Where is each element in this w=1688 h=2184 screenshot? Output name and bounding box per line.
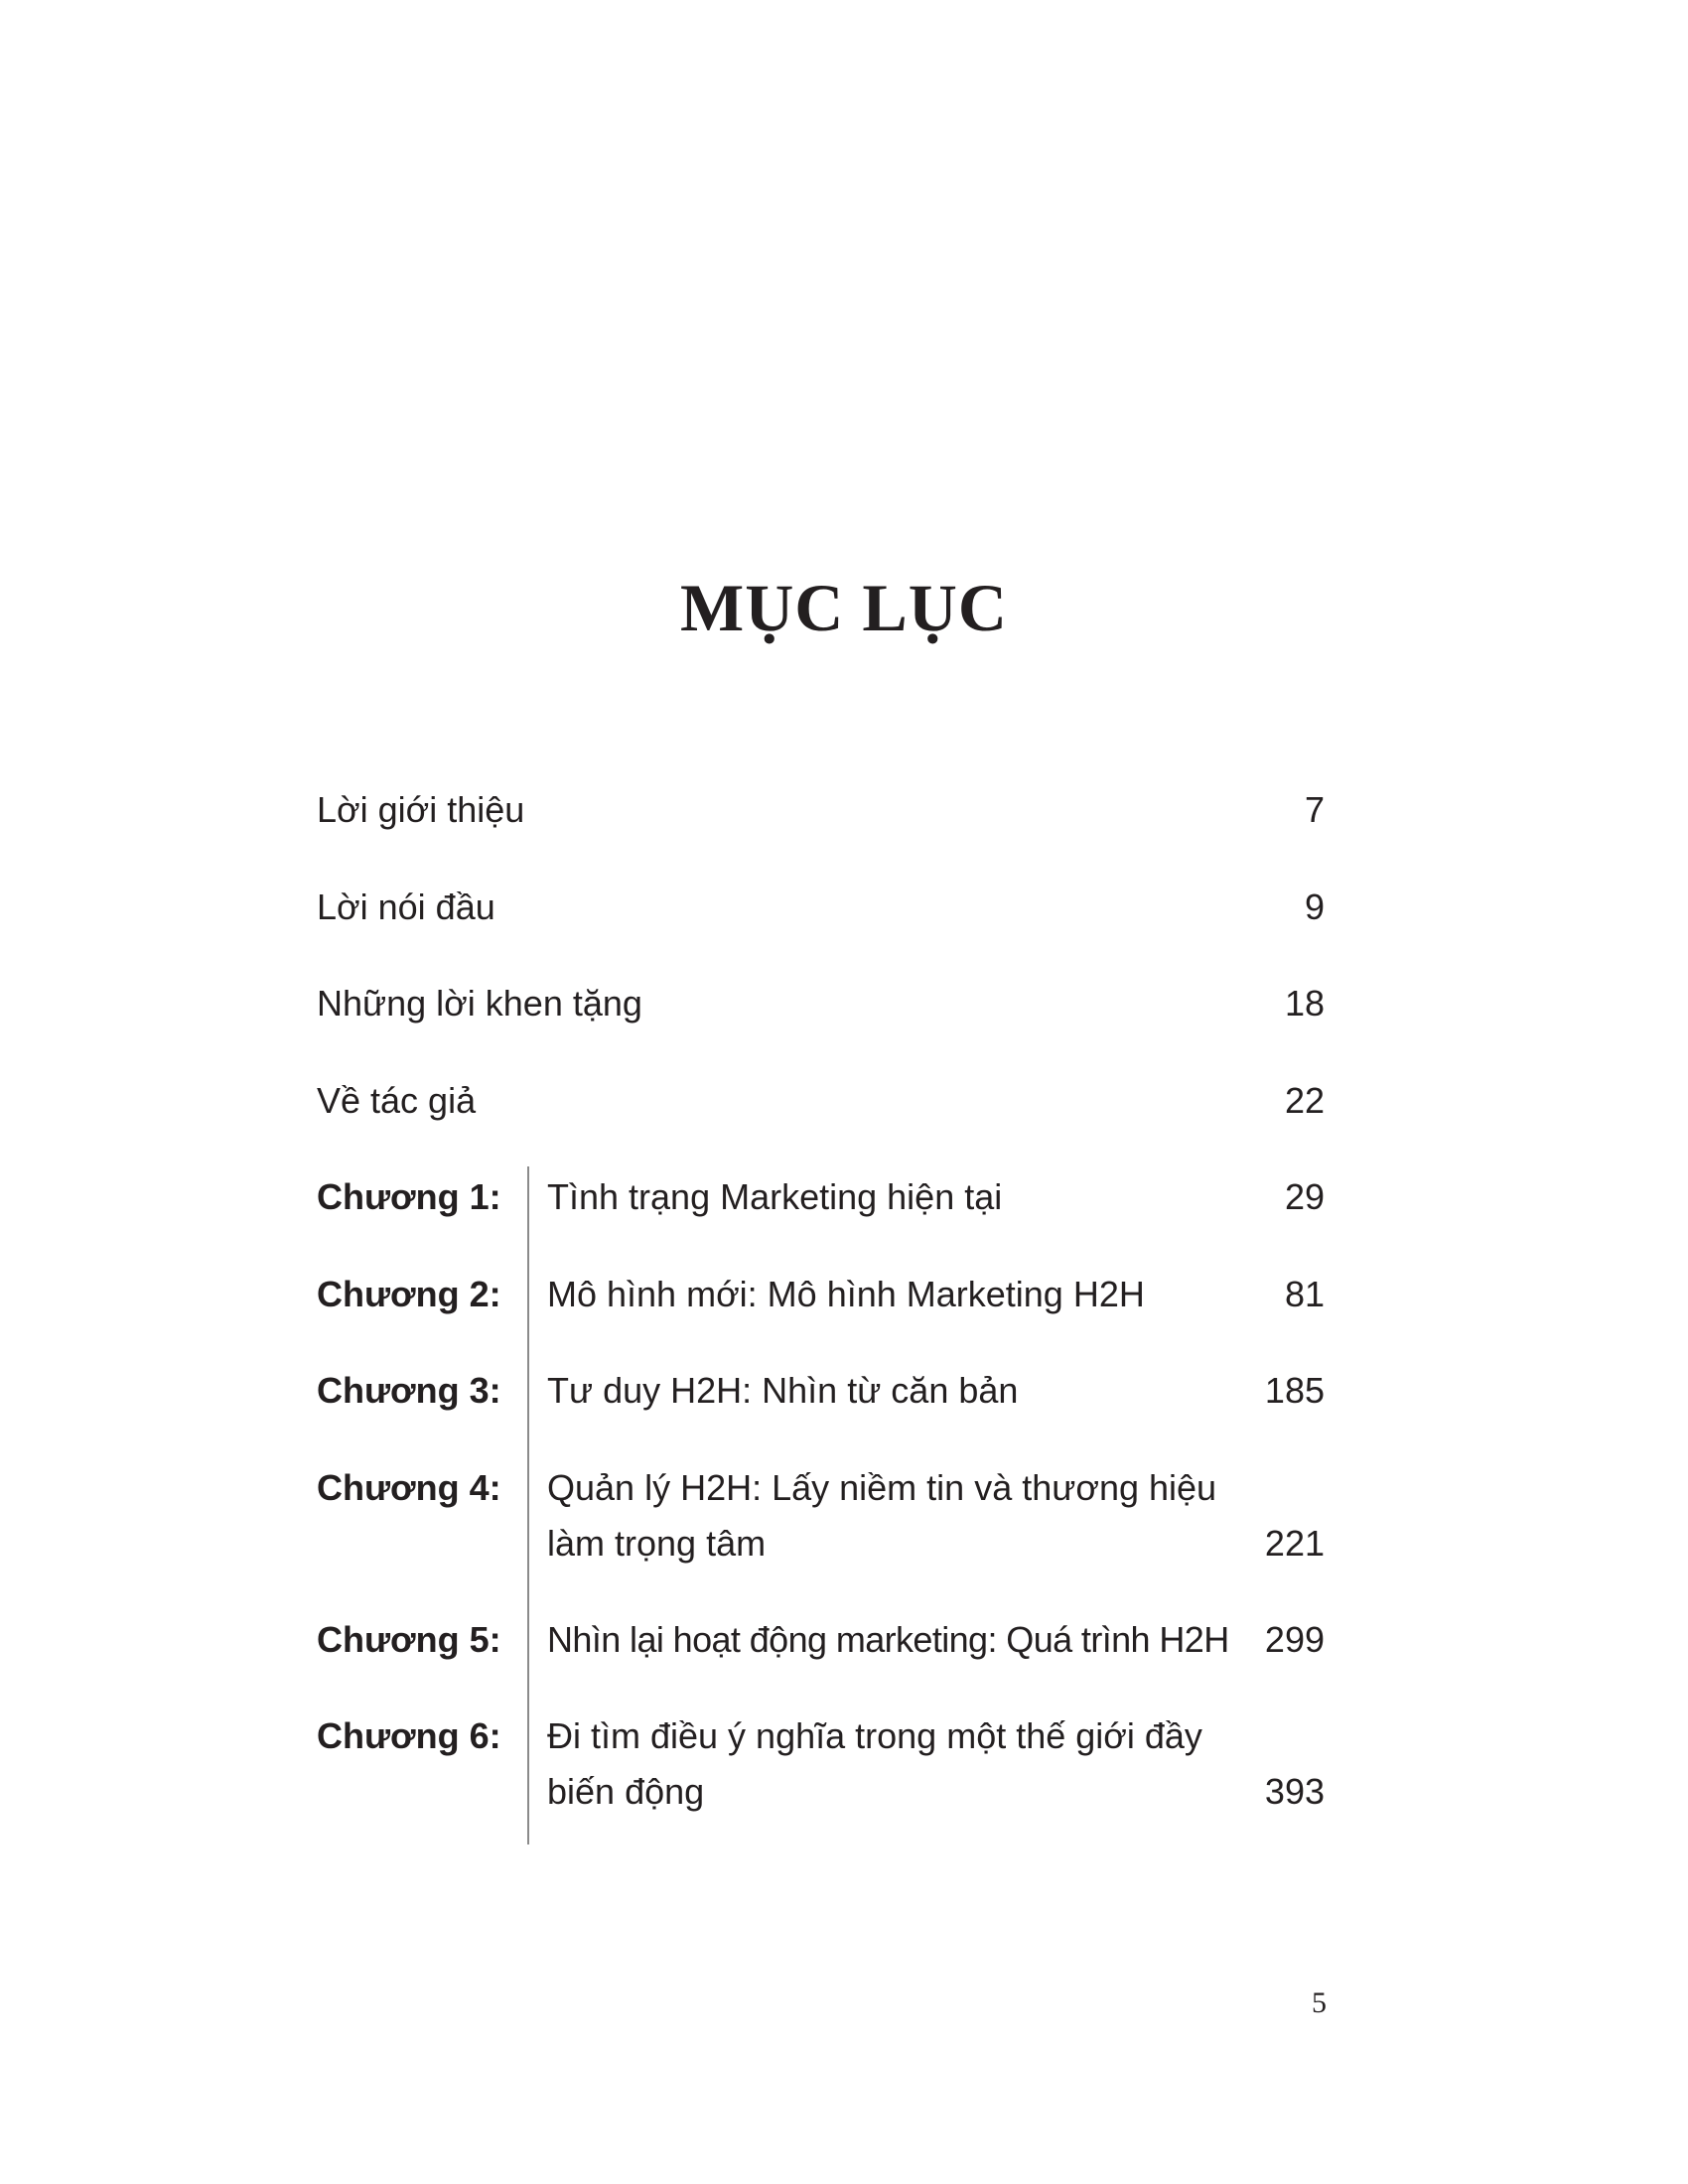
chapter-page: 393 <box>1264 1771 1325 1812</box>
toc-entry-praise[interactable] <box>317 976 1325 1031</box>
toc-chapter-6[interactable] <box>317 1708 1325 1820</box>
toc-entry-page: 7 <box>1304 789 1325 830</box>
toc-entry-about-author[interactable] <box>317 1073 1325 1129</box>
toc-entry-label: Những lời khen tặng <box>317 983 642 1024</box>
chapter-page: 221 <box>1264 1523 1325 1564</box>
chapter-title: Mô hình mới: Mô hình Marketing H2H <box>547 1274 1145 1314</box>
chapter-title: Tư duy H2H: Nhìn từ căn bản <box>547 1370 1019 1411</box>
chapter-number: Chương 3: <box>317 1370 501 1411</box>
toc-entry-page: 18 <box>1284 983 1325 1024</box>
page-number: 5 <box>1312 1986 1327 2019</box>
toc-chapter-2[interactable] <box>317 1267 1325 1322</box>
toc-chapter-4[interactable] <box>317 1460 1325 1571</box>
chapter-page: 185 <box>1264 1370 1325 1411</box>
toc-entry-page: 9 <box>1304 887 1325 927</box>
chapter-number: Chương 2: <box>317 1274 501 1314</box>
chapter-number: Chương 1: <box>317 1176 501 1217</box>
chapter-title: Quản lý H2H: Lấy niềm tin và thương hiệu làm trọng tâm <box>547 1467 1217 1564</box>
toc-entry-label: Về tác giả <box>317 1080 477 1121</box>
page-title: MỤC LỤC <box>680 570 1008 645</box>
toc-entry-page: 22 <box>1284 1080 1325 1121</box>
chapter-page: 29 <box>1284 1176 1325 1217</box>
toc-entry-introduction[interactable] <box>317 782 1325 838</box>
toc-chapter-5[interactable] <box>317 1612 1325 1668</box>
chapter-page: 299 <box>1264 1619 1325 1660</box>
chapter-title: Tình trạng Marketing hiện tại <box>547 1176 1003 1217</box>
toc-entry-preface[interactable] <box>317 880 1325 935</box>
chapter-title: Đi tìm điều ý nghĩa trong một thế giới đầy biến động <box>547 1715 1202 1812</box>
toc-chapter-3[interactable] <box>317 1363 1325 1419</box>
chapter-number: Chương 5: <box>317 1619 501 1660</box>
chapter-page: 81 <box>1284 1274 1325 1314</box>
toc-entry-label: Lời nói đầu <box>317 887 495 927</box>
toc-chapter-1[interactable] <box>317 1169 1325 1225</box>
toc-entry-label: Lời giới thiệu <box>317 789 525 830</box>
chapter-number: Chương 6: <box>317 1715 501 1756</box>
chapter-number: Chương 4: <box>317 1467 501 1508</box>
chapter-title: Nhìn lại hoạt động marketing: Quá trình H2H <box>547 1619 1229 1660</box>
